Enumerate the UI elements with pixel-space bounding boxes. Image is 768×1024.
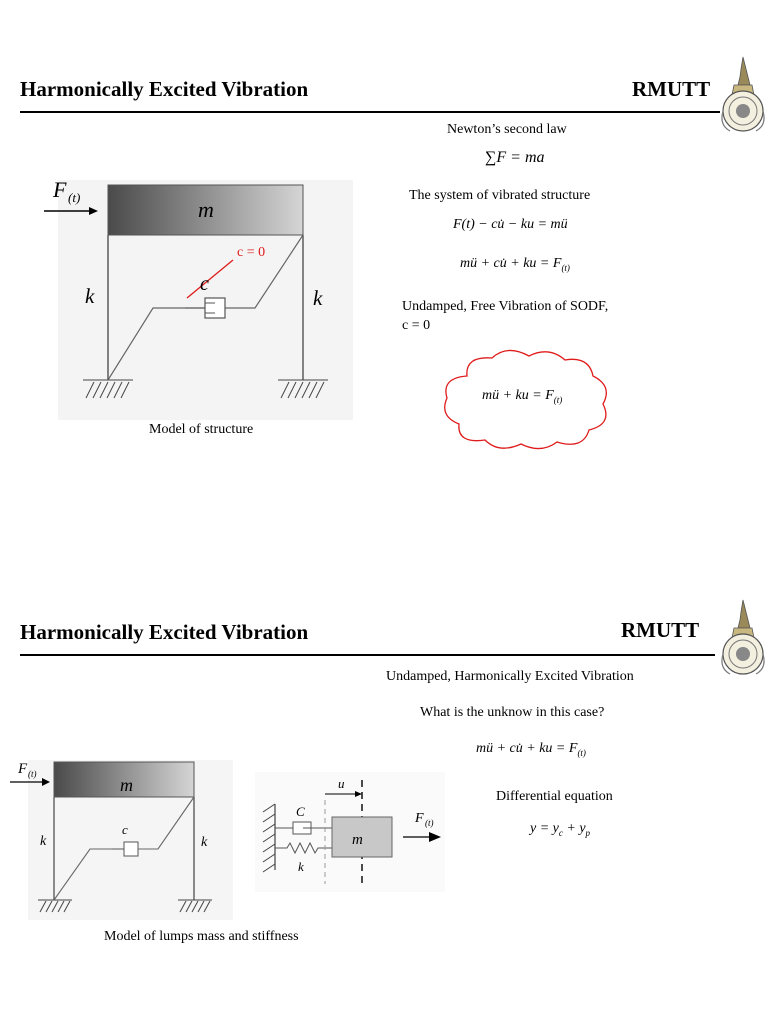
university-logo-icon [720, 55, 766, 135]
figure-caption: Model of lumps mass and stiffness [104, 929, 299, 944]
force-subscript: (t) [28, 769, 37, 779]
equation-main: mü + cu̇ + ku = F [460, 256, 562, 271]
solution-sub-p: p [585, 827, 591, 838]
undamped-heading: Undamped, Free Vibration of SODF, [402, 299, 609, 314]
damping-annotation: c = 0 [237, 245, 266, 260]
force-label: F [415, 811, 424, 826]
figure-caption: Model of structure [149, 422, 254, 437]
law-title: Newton’s second law [447, 122, 567, 137]
solution-sub-c: c [558, 827, 563, 838]
solution-y: y = y [530, 821, 559, 836]
sdof-schematic-figure [255, 772, 445, 892]
header-rule [20, 654, 715, 656]
equation-of-motion: F(t) − cu̇ − ku = mü [453, 217, 568, 232]
solution-equation [530, 821, 590, 838]
cloud-equation-subscript: (t) [553, 394, 563, 405]
mass-label: m [352, 832, 363, 848]
equation-of-motion [476, 741, 586, 758]
damper-label: C [296, 804, 305, 819]
section-heading: Undamped, Harmonically Excited Vibration [386, 669, 634, 684]
equation-subscript: (t) [577, 747, 586, 758]
force-label: F [53, 177, 67, 202]
damper-label: c [122, 822, 128, 837]
cloud-equation-main: mü + ku = F [482, 388, 554, 403]
stiffness-label-right: k [201, 835, 208, 850]
damper-icon [124, 842, 138, 856]
equation-rearranged [460, 256, 570, 273]
mass-label: m [120, 775, 133, 795]
force-subscript: (t) [68, 190, 81, 205]
slide-title: Harmonically Excited Vibration [20, 77, 309, 101]
cloud-equation [482, 388, 562, 405]
structure-model-figure [40, 160, 355, 422]
displacement-label: u [338, 776, 345, 791]
header-rule [20, 111, 720, 113]
diff-eq-title: Differential equation [496, 789, 613, 804]
solution-plus: + y [562, 821, 586, 836]
spring-label: k [298, 859, 304, 874]
stiffness-label-left: k [40, 834, 47, 849]
brand-text: RMUTT [621, 618, 700, 642]
damper-icon [205, 298, 225, 318]
university-logo-icon [720, 598, 766, 678]
slide-title: Harmonically Excited Vibration [20, 620, 309, 644]
damper-label: c [200, 273, 209, 295]
force-subscript: (t) [425, 818, 434, 828]
mass-label: m [198, 197, 214, 222]
question-text: What is the unknow in this case? [420, 705, 605, 720]
law-equation: ∑F = ma [485, 149, 545, 166]
undamped-condition: c = 0 [402, 318, 431, 333]
force-label: F [18, 761, 28, 777]
system-title: The system of vibrated structure [409, 188, 591, 203]
brand-text: RMUTT [632, 77, 711, 101]
equation-main: mü + cu̇ + ku = F [476, 741, 578, 756]
equation-subscript: (t) [561, 262, 570, 273]
stiffness-label-right: k [313, 286, 323, 310]
stiffness-label-left: k [85, 284, 95, 308]
lumped-structure-figure [8, 755, 248, 925]
